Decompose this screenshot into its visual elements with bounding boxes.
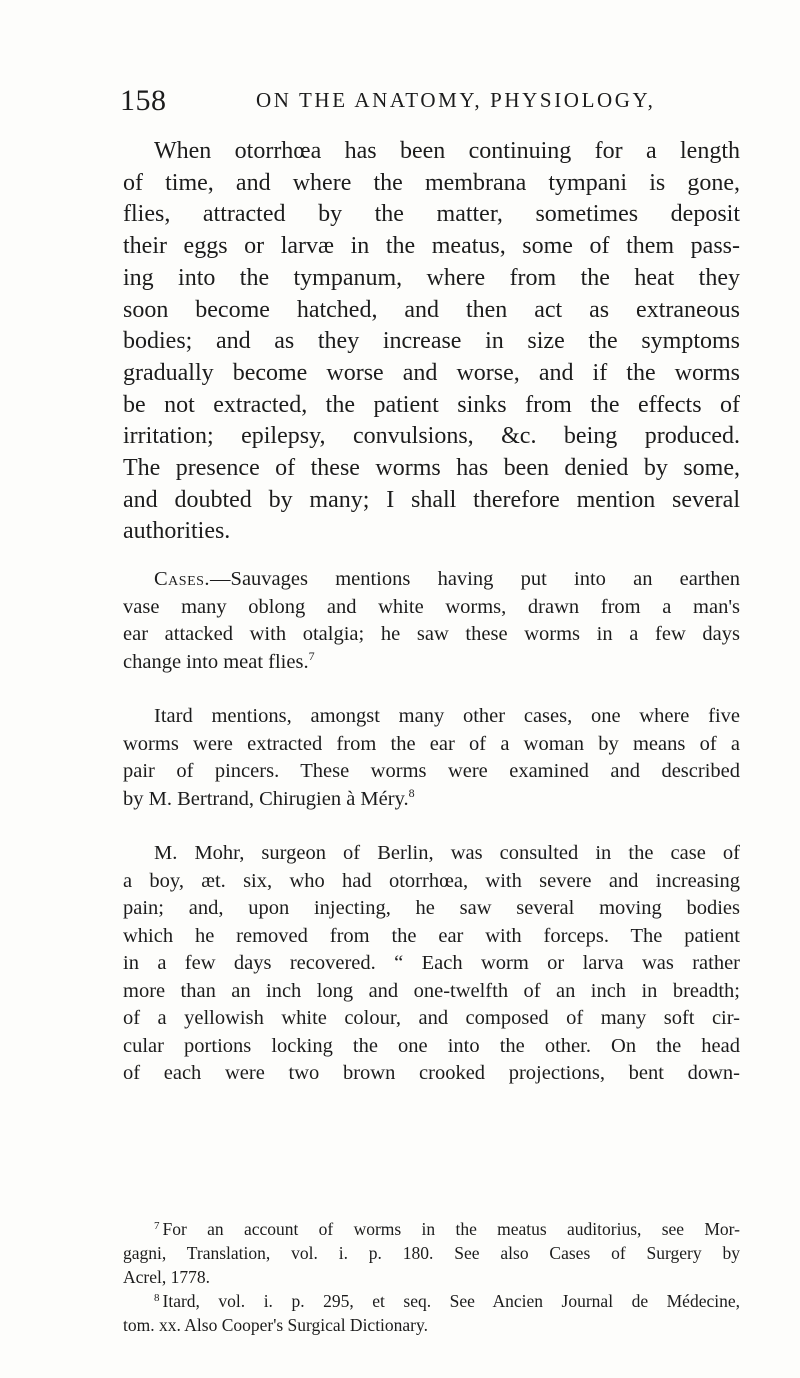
text-line: Itard mentions, amongst many other cases, one where five [154, 705, 740, 728]
paragraph-itard [123, 703, 740, 813]
body-text [123, 136, 740, 1088]
text-line: irritation; epilepsy, convulsions, &c. being produced. [123, 423, 740, 450]
text-line: of a yellowish white colour, and composed of many soft cir- [123, 1007, 740, 1030]
text-line: ear attacked with otalgia; he saw these worms in a few days [123, 623, 740, 646]
text-line [123, 786, 740, 814]
text-line: their eggs or larvæ in the meatus, some of them pass- [123, 233, 740, 260]
text-line: gradually become worse and worse, and if the worms [123, 359, 740, 386]
text-line: in a few days recovered. “ Each worm or larva was rather [123, 952, 740, 975]
text-line [123, 566, 740, 594]
text-line: tom. xx. Also Cooper's Surgical Dictionary. [123, 1315, 429, 1335]
text-line: gagni, Translation, vol. i. p. 180. See also Cases of Surgery by [123, 1243, 740, 1263]
running-head [120, 84, 740, 124]
text-line: cular portions locking the one into the other. On the head [123, 1034, 740, 1057]
footnotes [123, 1217, 740, 1337]
text-line: flies, attracted by the matter, sometimes deposit [123, 201, 740, 228]
text-line: a boy, æt. six, who had otorrhœa, with severe and increasing [123, 869, 740, 892]
page-number: 158 [120, 84, 167, 117]
footnote-8 [123, 1289, 740, 1337]
text-line [123, 1217, 740, 1241]
running-title: ON THE ANATOMY, PHYSIOLOGY, [256, 88, 656, 112]
text-line: and doubted by many; I shall therefore mention several [123, 486, 740, 513]
text-line: which he removed from the ear with forceps. The patient [123, 924, 740, 947]
text-line [123, 649, 740, 677]
footnote-ref-7[interactable]: 7 [308, 648, 315, 663]
text-segment: by M. Bertrand, Chirugien à Méry. [123, 787, 409, 810]
text-line: M. Mohr, surgeon of Berlin, was consulted in the case of [154, 842, 740, 865]
text-segment: —Sauvages mentions having put into an earthen [210, 568, 740, 591]
text-segment: For an account of worms in the meatus auditorius, see Mor- [162, 1219, 740, 1239]
footnote-7 [123, 1217, 740, 1289]
footnote-ref-8[interactable]: 8 [408, 785, 415, 800]
paragraph-mohr [123, 840, 740, 1088]
text-line: be not extracted, the patient sinks from the effects of [123, 391, 740, 418]
text-segment: change into meat flies. [123, 650, 309, 673]
text-line: ing into the tympanum, where from the heat they [123, 264, 740, 291]
text-line: Acrel, 1778. [123, 1267, 210, 1287]
text-line: pain; and, upon injecting, he saw several moving bodies [123, 897, 740, 920]
text-line: vase many oblong and white worms, drawn from a man's [123, 595, 740, 618]
text-segment: Itard, vol. i. p. 295, et seq. See Ancien Journal de Médecine, [162, 1291, 740, 1311]
footnote-mark: 8 [154, 1292, 160, 1304]
text-line: When otorrhœa has been continuing for a length [154, 138, 740, 164]
text-line: The presence of these worms has been denied by some, [123, 455, 740, 482]
text-line: of time, and where the membrana tympani is gone, [123, 169, 740, 196]
paragraph-cases-sauvages [123, 566, 740, 676]
cases-heading: Cases. [154, 568, 211, 591]
footnote-mark: 7 [154, 1220, 160, 1232]
text-line: soon become hatched, and then act as extraneous [123, 296, 740, 323]
paragraph-otorrhoea [123, 136, 740, 548]
text-line: more than an inch long and one-twelfth of an inch in breadth; [123, 979, 740, 1002]
text-line [123, 1289, 740, 1313]
text-line: pair of pincers. These worms were examined and described [123, 760, 740, 783]
text-line: bodies; and as they increase in size the symptoms [123, 328, 740, 355]
text-line: of each were two brown crooked projections, bent down- [123, 1062, 740, 1085]
text-line: worms were extracted from the ear of a woman by means of a [123, 732, 740, 755]
text-line: authorities. [123, 518, 231, 545]
